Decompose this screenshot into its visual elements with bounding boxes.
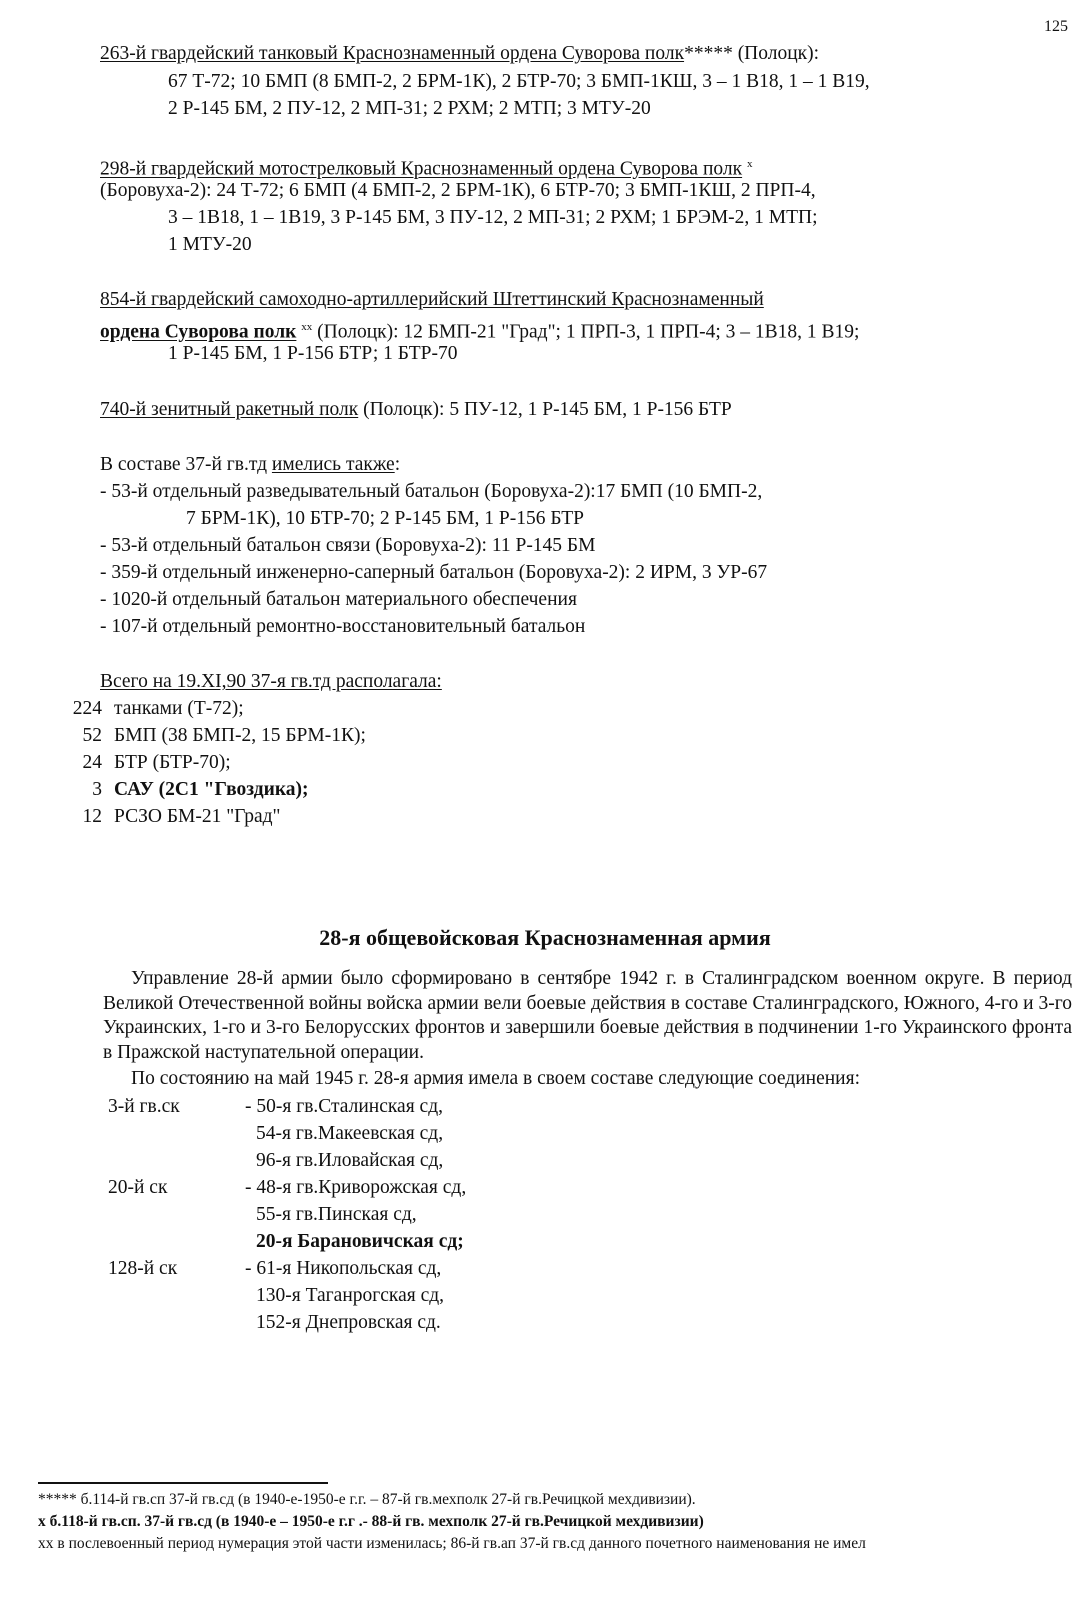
regiment-740-heading <box>100 398 732 422</box>
regiment-740-details: (Полоцк): 5 ПУ-12, 1 Р-145 БМ, 1 Р-156 БТР <box>358 399 732 420</box>
totals-label: РСЗО БМ-21 "Град" <box>114 806 281 827</box>
regiment-298-line-2: 3 – 1В18, 1 – 1В19, 3 Р-145 БМ, 3 ПУ-12, 2 МП-31; 2 РХМ; 1 БРЭМ-2, 1 МТП; <box>168 207 818 228</box>
also-item-1-cont: 7 БРМ-1К), 10 БТР-70; 2 Р-145 БМ, 1 Р-156 БТР <box>186 508 585 529</box>
regiment-263-title: 263-й гвардейский танковый Краснознаменный ордена Суворова полк <box>100 43 685 64</box>
totals-count: 12 <box>82 806 102 827</box>
footnote-3: хх в послевоенный период нумерация этой части изменилась; 86-й гв.ап 37-й гв.сд данного почетного наименования не имел <box>38 1535 866 1552</box>
totals-row <box>62 805 281 829</box>
also-item-5: - 107-й отдельный ремонтно-восстановительный батальон <box>100 616 586 637</box>
footnote-divider <box>38 1482 328 1484</box>
division-item: - 50-я гв.Сталинская сд, <box>245 1096 444 1117</box>
regiment-298-title: 298-й гвардейский мотострелковый Краснознаменный ордена Суворова полк <box>100 158 743 180</box>
also-item-2: - 53-й отдельный батальон связи (Боровуха-2): 11 Р-145 БМ <box>100 535 596 556</box>
also-item-1: - 53-й отдельный разведывательный батальон (Боровуха-2):17 БМП (10 БМП-2, <box>100 481 763 502</box>
also-item-4: - 1020-й отдельный батальон материального обеспечения <box>100 589 577 610</box>
corps-name: 128-й ск <box>108 1258 178 1279</box>
division-item: - 48-я гв.Криворожская сд, <box>245 1177 467 1198</box>
regiment-263-heading <box>100 42 819 66</box>
also-intro-text: В составе 37-й гв.тд <box>100 454 272 475</box>
totals-row <box>62 778 309 802</box>
totals-count: 3 <box>92 779 102 800</box>
footnote-1: ***** б.114-й гв.сп 37-й гв.сд (в 1940-е-1950-е г.г. – 87-й гв.мехполк 27-й гв.Речицкой мехдивизии). <box>38 1491 696 1508</box>
footnote-mark: хх <box>301 321 313 333</box>
division-item: 20-я Барановичская сд; <box>256 1231 464 1252</box>
division-item: - 61-я Никопольская сд, <box>245 1258 442 1279</box>
also-item-3: - 359-й отдельный инженерно-саперный батальон (Боровуха-2): 2 ИРМ, 3 УР-67 <box>100 562 768 583</box>
division-item: 54-я гв.Макеевская сд, <box>256 1123 444 1144</box>
also-intro <box>100 453 400 477</box>
regiment-298-line-1: (Боровуха-2): 24 Т-72; 6 БМП (4 БМП-2, 2 БРМ-1К), 6 БТР-70; 3 БМП-1КШ, 2 ПРП-4, <box>100 180 816 201</box>
regiment-263-line-1: 67 Т-72; 10 БМП (8 БМП-2, 2 БРМ-1К), 2 БТР-70; 3 БМП-1КШ, 3 – 1 В18, 1 – 1 В19, <box>168 71 870 92</box>
corps-name: 3-й гв.ск <box>108 1096 180 1117</box>
division-item: 55-я гв.Пинская сд, <box>256 1204 417 1225</box>
regiment-854-line-1: 1 Р-145 БМ, 1 Р-156 БТР; 1 БТР-70 <box>168 343 458 364</box>
regiment-298-line-3: 1 МТУ-20 <box>168 234 252 255</box>
totals-label: БТР (БТР-70); <box>114 752 231 773</box>
footnote-2: х б.118-й гв.сп. 37-й гв.сд (в 1940-е – 1950-е г.г .- 88-й гв. мехполк 27-й гв.Речицкой мехдивизии) <box>38 1513 704 1530</box>
regiment-854-details: (Полоцк): 12 БМП-21 "Град"; 1 ПРП-3, 1 ПРП-4; 3 – 1В18, 1 В19; <box>312 321 860 343</box>
totals-label: танками (Т-72); <box>114 698 244 719</box>
also-intro-underlined: имелись также <box>271 454 395 475</box>
totals-row <box>62 697 244 721</box>
totals-count: 52 <box>82 725 102 746</box>
corps-name: 20-й ск <box>108 1177 168 1198</box>
totals-row <box>62 724 366 748</box>
regiment-263-location: (Полоцк): <box>732 43 820 64</box>
regiment-854-heading <box>100 315 859 345</box>
army-paragraph: Управление 28-й армии было сформировано в сентябре 1942 г. в Сталинградском военном округе. В период Великой Отечественной войны войска армии вели боевые действия в составе Сталинградского, Южного, 4-го и 3-го Украинских, 1-го и 3-го Белорусских фронтов и завершили боевые действия в подчинении 1-го Украинского фронта в Пражской наступательной операции. <box>103 968 1072 1063</box>
division-item: 130-я Таганрогская сд, <box>256 1285 445 1306</box>
division-item: 96-я гв.Иловайская сд, <box>256 1150 444 1171</box>
division-item: 152-я Днепровская сд. <box>256 1312 441 1333</box>
section-title: 28-я общевойсковая Краснознаменная армия <box>319 925 771 950</box>
totals-heading: Всего на 19.XI,90 37-я гв.тд располагала: <box>100 671 442 692</box>
regiment-740-title: 740-й зенитный ракетный полк <box>100 399 359 420</box>
regiment-298-heading <box>100 152 752 182</box>
army-state-line: По состоянию на май 1945 г. 28-я армия имела в своем составе следующие соединения: <box>131 1068 861 1089</box>
page-number: 125 <box>1044 18 1068 35</box>
regiment-854-title-line-1: 854-й гвардейский самоходно-артиллерийский Штеттинский Краснознаменный <box>100 289 764 310</box>
regiment-854-title-line-2: ордена Суворова полк <box>100 321 297 343</box>
totals-label: БМП (38 БМП-2, 15 БРМ-1К); <box>114 725 366 746</box>
also-intro-colon: : <box>394 454 401 475</box>
totals-row <box>62 751 231 775</box>
regiment-263-line-2: 2 Р-145 БМ, 2 ПУ-12, 2 МП-31; 2 РХМ; 2 МТП; 3 МТУ-20 <box>168 98 651 119</box>
totals-label: САУ (2С1 "Гвоздика); <box>114 779 309 800</box>
totals-count: 224 <box>72 698 102 719</box>
totals-count: 24 <box>82 752 102 773</box>
footnote-mark: х <box>746 158 753 170</box>
footnote-mark: ***** <box>684 43 733 64</box>
